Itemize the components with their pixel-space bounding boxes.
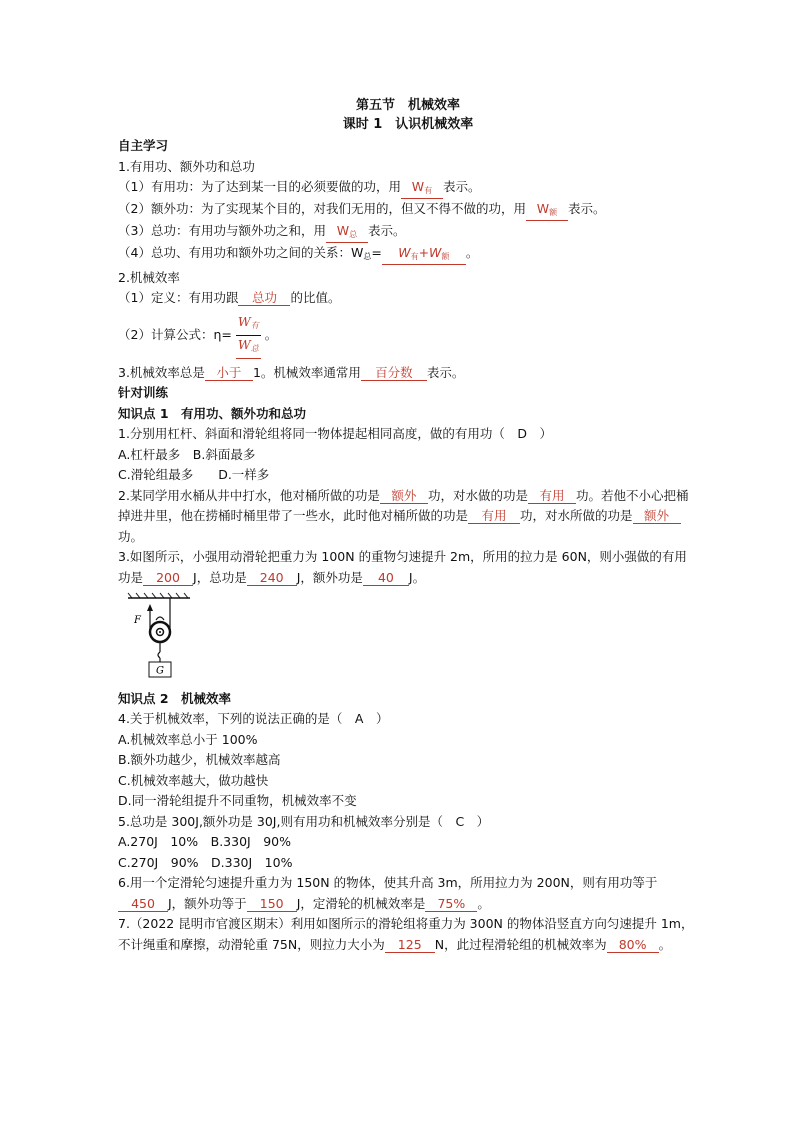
- fig-label-f: F: [134, 615, 141, 626]
- answer-blank: 总功: [238, 290, 290, 306]
- ex4-option-b: B.额外功越少，机械效率越高: [118, 752, 281, 767]
- answer-blank: 额外: [380, 488, 428, 504]
- ex5-options-ab: A.270J 10% B.330J 90%: [118, 834, 292, 849]
- ex5-question: 5.总功是 300J,额外功是 30J,则有用功和机械效率分别是（ C ）: [118, 813, 490, 829]
- answer-blank: 40: [363, 570, 409, 586]
- efficiency-formula: $\frac{W_有}{W_总}$: [236, 313, 261, 359]
- knowledge-point-1: 知识点 1 有用功、额外功和总功: [118, 405, 307, 421]
- ex3: 3.如图所示，小强用动滑轮把重力为 100N 的重物匀速提升 2m，所用的拉力是 60N，则小强做的有用功是 200 J，总功是 240 J，额外功是 40 J。: [118, 549, 687, 585]
- knowledge-point-2: 知识点 2 机械效率: [118, 690, 232, 706]
- answer-blank: $W_额$: [526, 201, 568, 221]
- ex4-option-c: C.机械效率越大，做功越快: [118, 772, 269, 788]
- answer-blank: $W_有$: [401, 179, 443, 199]
- answer-blank: $W_总$: [326, 223, 368, 243]
- ex4-question: 4.关于机械效率，下列的说法正确的是（ A ）: [118, 711, 389, 726]
- answer-blank: 有用: [468, 508, 520, 524]
- fig-label-g: G: [156, 665, 164, 677]
- practice-heading: 针对训练: [118, 385, 169, 400]
- answer-blank: 240: [247, 570, 297, 586]
- q2-heading: 2.机械效率: [118, 269, 180, 285]
- ex2: 2.某同学用水桶从井中打水，他对桶所做的功是 额外 功，对水做的功是 有用 功。若他不小心把桶掉进井里，他在捞桶时桶里带了一些水，此时他对桶所做的功是 有用 功，对水所做的功是 额外功。: [118, 487, 689, 544]
- ex6: 6.用一个定滑轮匀速提升重力为 150N 的物体，使其升高 3m，所用拉力为 200N，则有用功等于450 J，额外功等于 150 J，定滑轮的机械效率是 75% 。: [118, 875, 658, 911]
- section-title: 第五节 机械效率: [355, 98, 460, 113]
- ex5-options-cd: C.270J 90% D.330J 10%: [118, 854, 293, 870]
- q3: 3.机械效率总是 小于 1。机械效率通常用 百分数 表示。: [118, 364, 465, 380]
- answer-blank: 80%: [607, 937, 659, 953]
- q2-2: （2）计算公式：η= $\frac{W_有}{W_总}$ 。: [118, 309, 698, 363]
- answer-blank: 150: [247, 896, 297, 912]
- answer-blank: 125: [385, 937, 435, 953]
- q2-1: （1）定义：有用功跟 总功 的比值。: [118, 290, 341, 305]
- answer-blank: 200: [143, 570, 193, 586]
- q1-heading: 1.有用功、额外功和总功: [118, 158, 255, 174]
- ex4-option-d: D.同一滑轮组提升不同重物，机械效率不变: [118, 793, 357, 808]
- worksheet-page: [118, 96, 698, 955]
- self-study-heading: 自主学习: [118, 138, 169, 153]
- answer-blank: 小于: [205, 365, 253, 381]
- q1-3: （3）总功：有用功与额外功之和，用 $W_总$ 表示。: [118, 221, 698, 243]
- ex4-option-a: A.机械效率总小于 100%: [118, 731, 258, 747]
- answer-blank: 百分数: [361, 365, 427, 381]
- ex1-options-cd: C.滑轮组最多 D.一样多: [118, 467, 270, 482]
- ex7: 7.（2022 昆明市官渡区期末）利用如图所示的滑轮组将重力为 300N 的物体沿竖直方向匀速提升 1m，不计绳重和摩擦，动滑轮重 75N，则拉力大小为 125 N，此过程滑轮组的机械效率为 80% 。: [118, 916, 694, 952]
- movable-pulley-figure: [124, 592, 194, 680]
- lesson-title: 课时 1 认识机械效率: [342, 117, 474, 132]
- answer-blank: 450: [118, 896, 168, 912]
- answer-blank: 额外: [633, 508, 681, 524]
- q1-2: （2）额外功：为了实现某个目的，对我们无用的，但又不得不做的功，用 $W_额$ 表示。: [118, 199, 698, 221]
- answer-blank: 有用: [528, 488, 576, 504]
- q1-1: （1）有用功：为了达到某一目的必须要做的功，用 $W_有$ 表示。: [118, 177, 698, 199]
- q1-4: （4）总功、有用功和额外功之间的关系：$W_总= W_有+W_额$ 。: [118, 243, 698, 268]
- ex1-question: 1.分别用杠杆、斜面和滑轮组将同一物体提起相同高度，做的有用功（ D ）: [118, 426, 553, 441]
- ex1-options-ab: A.杠杆最多 B.斜面最多: [118, 446, 256, 462]
- answer-blank: $W_有+W_额$: [382, 245, 466, 265]
- answer-blank: 75%: [425, 896, 477, 912]
